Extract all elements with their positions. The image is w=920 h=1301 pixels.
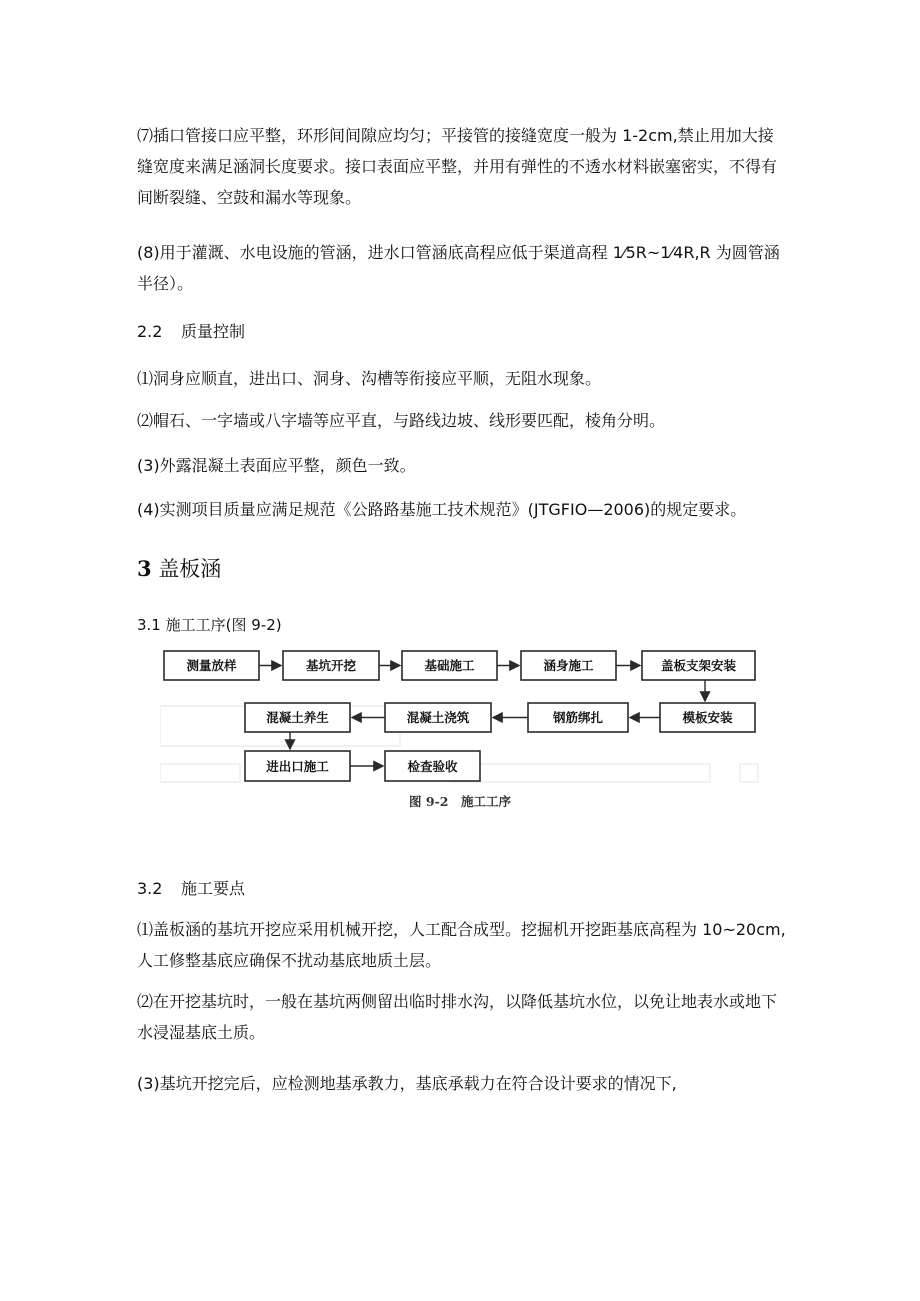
section-title: 盖板涵	[158, 557, 222, 581]
quality-item-4: (4)实测项目质量应满足规范《公路路基施工技术规范》(JTGFIO—2006)的规定要求。	[137, 500, 747, 519]
section-heading-3-2	[137, 878, 245, 900]
step-box-inspection	[385, 751, 480, 781]
section-number: 3.2	[137, 879, 163, 898]
construction-point-2: ⑵在开挖基坑时，一般在基坑两侧留出临时排水沟，以降低基坑水位，以免让地表水或地下水浸湿基底土质。	[137, 992, 778, 1042]
quality-item-1: ⑴洞身应顺直，进出口、洞身、沟槽等衔接应平顺，无阻水现象。	[137, 369, 602, 388]
step-box-foundation	[402, 651, 497, 680]
step-label: 钢筋绑扎	[552, 710, 604, 725]
construction-point-1: ⑴盖板涵的基坑开挖应采用机械开挖，人工配合成型。挖掘机开挖距基底高程为 10~20cm,人工修整基底应确保不扰动基底地质土层。	[137, 920, 786, 970]
step-box-concrete-curing	[245, 703, 350, 732]
section-heading-3	[137, 555, 221, 583]
step-label: 涵身施工	[543, 658, 594, 673]
step-label: 模板安装	[682, 710, 733, 725]
step-box-concrete-pour	[385, 703, 491, 732]
section-heading-3-1: 3.1 施工工序(图 9-2)	[137, 616, 282, 634]
process-flow-figure	[160, 646, 760, 814]
step-box-formwork	[660, 703, 755, 732]
step-box-cover-support	[642, 651, 755, 680]
paragraph-irrigation-culvert: (8)用于灌溉、水电设施的管涵，进水口管涵底高程应低于渠道高程 1⁄5R~1⁄4R,R 为圆管涵半径）。	[137, 243, 780, 293]
section-number: 2.2	[137, 322, 163, 341]
step-label: 基础施工	[424, 658, 475, 673]
quality-item-3: (3)外露混凝土表面应平整，颜色一致。	[137, 456, 416, 475]
step-label: 进出口施工	[266, 759, 329, 774]
step-box-survey	[164, 651, 259, 680]
bleed-artifact	[160, 764, 240, 782]
section-title: 质量控制	[181, 322, 246, 341]
section-heading-2-2	[137, 321, 245, 343]
section-number: 3	[137, 556, 152, 581]
step-box-excavation	[283, 651, 379, 680]
step-label: 基坑开挖	[305, 658, 357, 673]
bleed-artifact	[740, 764, 758, 782]
step-label: 混凝土浇筑	[406, 710, 470, 725]
bleed-artifact	[450, 764, 710, 782]
step-label: 检查验收	[407, 759, 458, 774]
quality-item-2: ⑵帽石、一字墙或八字墙等应平直，与路线边坡、线形要匹配，棱角分明。	[137, 411, 666, 430]
step-box-rebar	[528, 703, 628, 732]
step-box-inlet-outlet	[245, 751, 350, 781]
step-box-culvert-body	[521, 651, 616, 680]
construction-point-3: (3)基坑开挖完后，应检测地基承教力，基底承载力在符合设计要求的情况下,	[137, 1074, 677, 1093]
step-label: 混凝土养生	[266, 710, 329, 725]
step-label: 测量放样	[186, 658, 237, 673]
section-title: 施工要点	[181, 879, 246, 898]
step-label: 盖板支架安装	[660, 658, 737, 673]
paragraph-pipe-joint: ⑺插口管接口应平整，环形间间隙应均匀；平接管的接缝宽度一般为 1-2cm,禁止用加大接缝宽度来满足涵洞长度要求。接口表面应平整，并用有弹性的不透水材料嵌塞密实，不得有间断裂缝、空鼓和漏水等现象。	[137, 126, 778, 207]
figure-caption: 图 9-2 施工工序	[409, 794, 511, 809]
